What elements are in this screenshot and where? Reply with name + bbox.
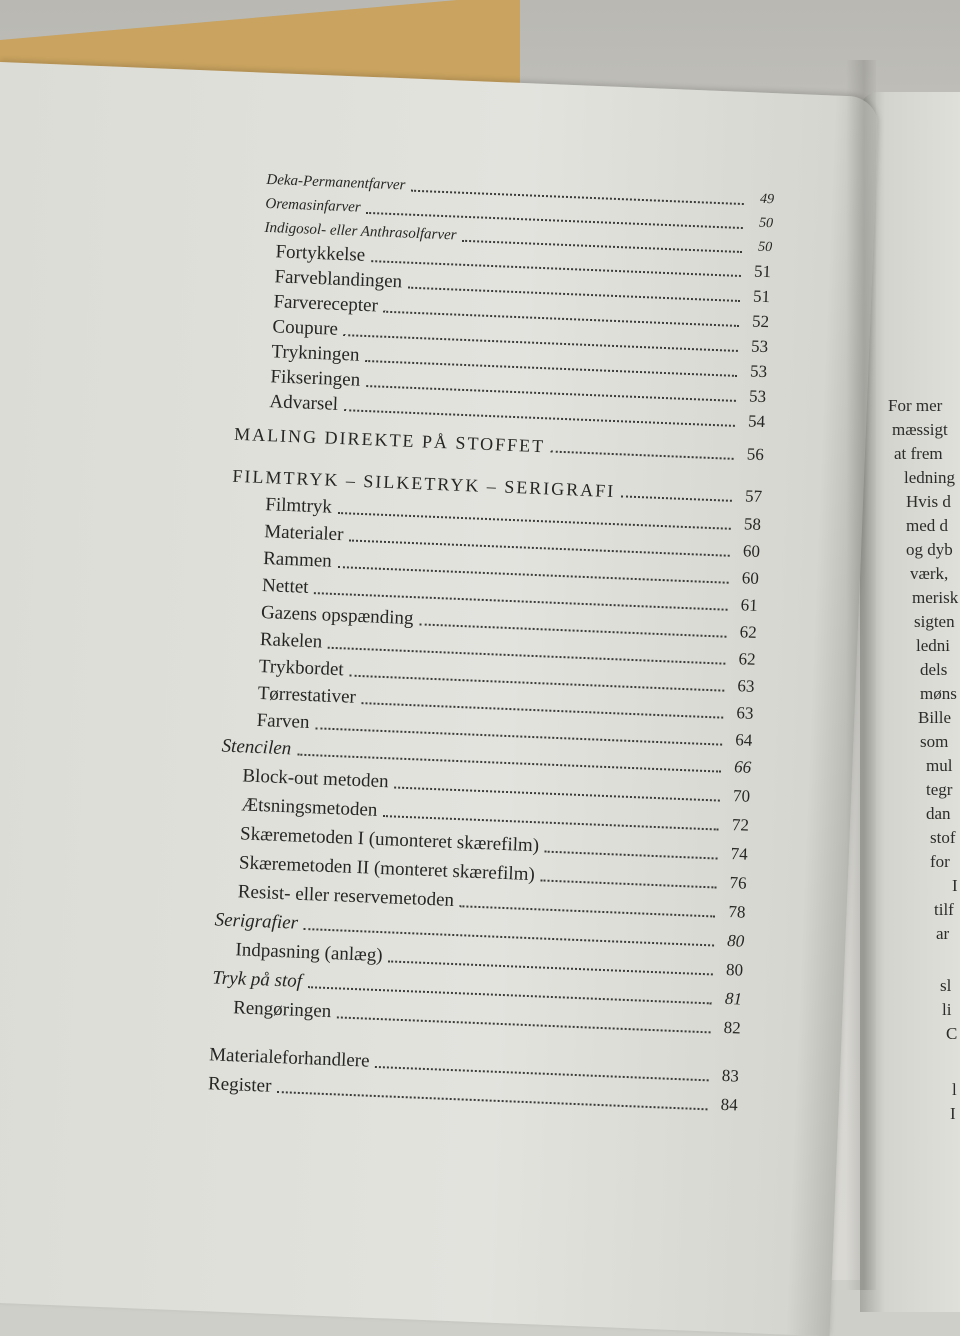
text-line: som xyxy=(920,732,949,751)
toc-entry-label: Oremasinfarver xyxy=(265,195,361,216)
toc-entry-label: MALING DIREKTE PÅ STOFFET xyxy=(233,423,546,457)
toc-entry-page: 53 xyxy=(748,386,767,407)
text-line: I xyxy=(952,876,958,895)
toc-entry-page: 58 xyxy=(743,514,762,534)
leader-dots xyxy=(621,495,732,501)
toc-entry-page: 63 xyxy=(736,703,754,723)
toc-entry-page: 60 xyxy=(742,541,761,561)
leader-dots xyxy=(545,851,718,860)
toc-entry-page: 51 xyxy=(752,286,771,307)
toc-entry-label: Filmtryk xyxy=(264,494,333,518)
text-line: C xyxy=(946,1024,958,1043)
toc-entry-page: 49 xyxy=(759,191,775,208)
toc-entry-label: Trykningen xyxy=(271,341,360,366)
toc-entry-page: 66 xyxy=(733,757,752,777)
text-line: værk, xyxy=(910,564,949,583)
toc-entry-page: 62 xyxy=(739,622,758,642)
toc-entry-label: Fortykkelse xyxy=(275,241,366,266)
toc-entry-label: Nettet xyxy=(261,575,309,598)
leader-dots xyxy=(541,879,717,888)
toc-entry-page: 53 xyxy=(750,336,769,357)
toc-entry-label: Rengøringen xyxy=(232,997,332,1023)
toc-entry-page: 76 xyxy=(729,873,747,893)
text-line: dels xyxy=(920,660,948,679)
text-line: merisk xyxy=(912,588,959,607)
toc-entry-page: 57 xyxy=(744,486,763,507)
toc-entry-page: 50 xyxy=(758,215,774,232)
toc-entry-page: 84 xyxy=(720,1094,739,1115)
toc-entry-page: 80 xyxy=(725,959,744,980)
leader-dots xyxy=(277,1091,707,1110)
toc-entry-label: Tørrestativer xyxy=(257,682,357,708)
toc-entry-label: Indigosol- eller Anthrasolfarver xyxy=(264,219,457,244)
toc-entry-page: 78 xyxy=(728,902,746,922)
toc-entry-label: Serigrafier xyxy=(214,909,299,934)
toc-entry-page: 70 xyxy=(732,786,751,806)
text-line: For mer xyxy=(888,396,943,415)
table-of-contents xyxy=(206,165,834,1148)
text-line: ar xyxy=(936,924,950,943)
text-line: I xyxy=(950,1104,956,1123)
text-line: tegr xyxy=(926,780,953,799)
text-line: Hvis d xyxy=(906,492,951,511)
text-line: mæssigt xyxy=(892,420,948,439)
text-line: sigten xyxy=(914,612,955,631)
toc-entry-page: 54 xyxy=(747,411,766,432)
toc-entry-label: Rammen xyxy=(262,548,333,572)
leader-dots xyxy=(551,451,734,460)
toc-entry-label: Block-out metoden xyxy=(242,765,389,793)
toc-entry-page: 64 xyxy=(734,730,753,750)
right-page-text xyxy=(880,396,960,1156)
text-line: ledni xyxy=(916,636,950,655)
toc-entry-page: 50 xyxy=(757,239,773,256)
toc-entry-page: 72 xyxy=(731,815,750,835)
leader-dots xyxy=(344,409,735,427)
text-line: l xyxy=(952,1080,957,1099)
toc-entry-page: 51 xyxy=(753,261,772,282)
text-line: sl xyxy=(940,976,952,995)
toc-entry-page: 83 xyxy=(721,1065,740,1086)
text-line: li xyxy=(942,1000,952,1019)
toc-entry-label: Tryk på stof xyxy=(211,967,303,992)
toc-entry-label: Skæremetoden I (umonteret skærefilm) xyxy=(239,823,540,857)
toc-entry-page: 74 xyxy=(730,844,749,864)
toc-entry-page: 80 xyxy=(726,930,745,951)
text-line: tilf xyxy=(934,900,954,919)
text-line: med d xyxy=(906,516,949,535)
text-line: stof xyxy=(930,828,956,847)
toc-entry-page: 52 xyxy=(751,311,770,332)
toc-entry-label: Materialer xyxy=(263,521,344,546)
toc-entry-page: 61 xyxy=(740,595,759,615)
toc-entry-page: 62 xyxy=(738,649,756,669)
toc-entry-label: Resist- eller reservemetoden xyxy=(237,881,455,911)
text-line: mul xyxy=(926,756,953,775)
toc-entry-label: Gazens opspænding xyxy=(260,602,414,630)
toc-entry-label: Fikseringen xyxy=(270,366,361,391)
text-line: og dyb xyxy=(906,540,953,559)
toc-entry-label: Indpasning (anlæg) xyxy=(235,939,384,967)
toc-entry-label: Skæremetoden II (monteret skærefilm) xyxy=(238,852,536,886)
toc-entry-page: 81 xyxy=(724,988,743,1009)
toc-entry-label: Materialeforhandlere xyxy=(208,1044,370,1072)
toc-entry-label: Advarsel xyxy=(269,391,339,415)
text-line: møns xyxy=(920,684,957,703)
toc-entry-label: Deka-Permanentfarver xyxy=(266,171,406,194)
text-line: for xyxy=(930,852,950,871)
toc-entry-label: Farven xyxy=(256,709,310,734)
toc-entry-page: 53 xyxy=(749,361,768,382)
text-line: dan xyxy=(926,804,951,823)
toc-entry-label: Register xyxy=(207,1073,272,1097)
leader-dots xyxy=(337,1016,711,1033)
leader-dots xyxy=(460,905,716,917)
toc-entry-label: Stencilen xyxy=(221,735,292,760)
toc-entry-page: 60 xyxy=(741,568,760,588)
toc-entry-label: Coupure xyxy=(272,316,339,340)
toc-entry-label: Rakelen xyxy=(259,628,323,653)
toc-entry-label: Trykbordet xyxy=(258,655,345,681)
toc-entry-page: 56 xyxy=(746,444,765,465)
text-line: ledning xyxy=(904,468,955,487)
toc-entry-label: Farveblandingen xyxy=(274,266,403,293)
toc-entry-label: Farverecepter xyxy=(273,291,379,317)
book-gutter xyxy=(846,60,876,1290)
toc-entry-label: FILMTRYK – SILKETRYK – SERIGRAFI xyxy=(232,465,616,502)
toc-entry-label: Ætsningsmetoden xyxy=(240,794,378,821)
text-line: at frem xyxy=(894,444,943,463)
toc-entry-page: 63 xyxy=(737,676,755,696)
text-line: Bille xyxy=(918,708,952,727)
toc-entry-page: 82 xyxy=(723,1017,742,1038)
